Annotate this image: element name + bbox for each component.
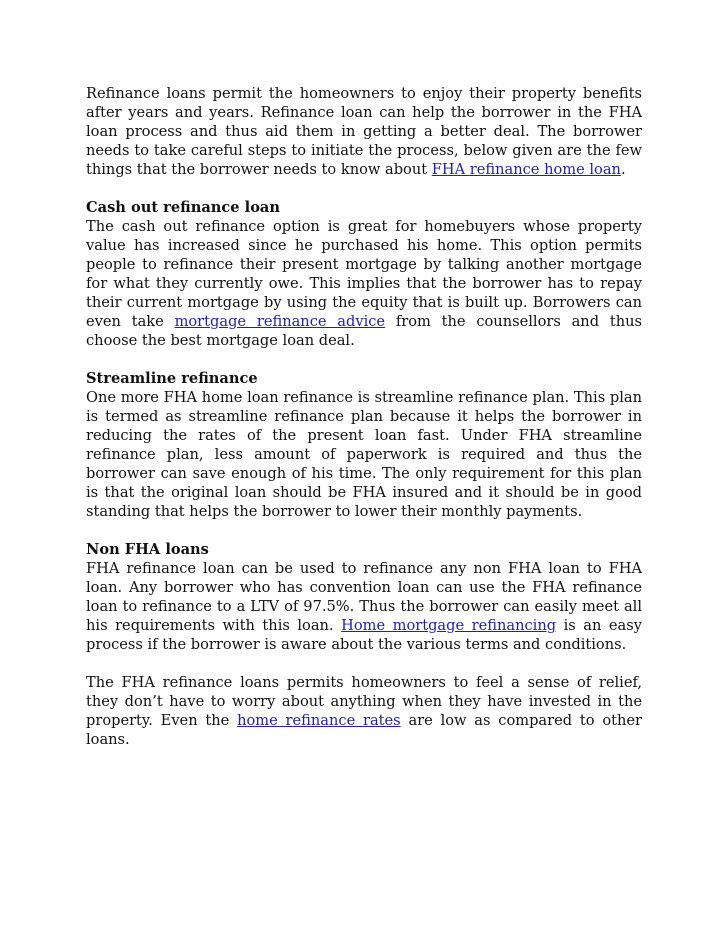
closing-text: The FHA refinance loans permits homeowners to feel a sense of relief, they don’t have to worry about anything when they have invested in the property. Even the — [86, 674, 642, 729]
document-page — [86, 84, 642, 749]
section-heading-streamline: Streamline refinance — [86, 370, 258, 387]
paragraph-gap — [86, 350, 642, 369]
paragraph-gap — [86, 521, 642, 540]
paragraph-gap — [86, 654, 642, 673]
intro-text-end: . — [620, 161, 626, 178]
intro-text: Refinance loans permit the homeowners to enjoy their property benefits after years and years. Refinance loan can help the borrower in the FHA loan process and thus aid them in getting a better deal. The borrower needs to take careful steps to initiate the process, below given are the few things that the borrower needs to know about — [86, 85, 642, 178]
cash-out-paragraph — [86, 217, 642, 350]
streamline-paragraph: One more FHA home loan refinance is streamline refinance plan. This plan is termed as streamline refinance plan because it helps the borrower in reducing the rates of the present loan fast. Under FHA streamline refinance plan, less amount of paperwork is required and thus the borrower can save enough of his time. The only requirement for this plan is that the original loan should be FHA insured and it should be in good standing that helps the borrower to lower their monthly payments. — [86, 389, 642, 520]
cash-out-text-end: from the counsellors and thus choose the best mortgage loan deal. — [86, 313, 642, 349]
section-heading-cash-out: Cash out refinance loan — [86, 199, 281, 216]
intro-paragraph — [86, 84, 642, 179]
cash-out-text: The cash out refinance option is great for homebuyers whose property value has increased since he purchased his home. This option permits people to refinance their present mortgage by talking another mortgage for what they currently owe. This implies that the borrower has to repay their current mortgage by using the equity that is built up. Borrowers can even take — [86, 218, 642, 330]
fha-refinance-home-loan-link[interactable]: FHA refinance home loan — [431, 161, 621, 178]
non-fha-paragraph — [86, 559, 642, 654]
closing-text-end: are low as compared to other loans. — [86, 712, 642, 748]
non-fha-text: FHA refinance loan can be used to refinance any non FHA loan to FHA loan. Any borrower who has convention loan can use the FHA refinance loan to refinance to a LTV of 97.5%. Thus the borrower can easily meet all his requirements with this loan. — [86, 560, 642, 634]
non-fha-text-end: is an easy process if the borrower is aware about the various terms and conditions. — [86, 617, 642, 653]
mortgage-refinance-advice-link[interactable]: mortgage refinance advice — [174, 313, 386, 330]
closing-paragraph — [86, 673, 642, 749]
section-heading-non-fha: Non FHA loans — [86, 541, 209, 558]
paragraph-gap — [86, 179, 642, 198]
home-mortgage-refinancing-link[interactable]: Home mortgage refinancing — [341, 617, 557, 634]
home-refinance-rates-link[interactable]: home refinance rates — [237, 712, 401, 729]
